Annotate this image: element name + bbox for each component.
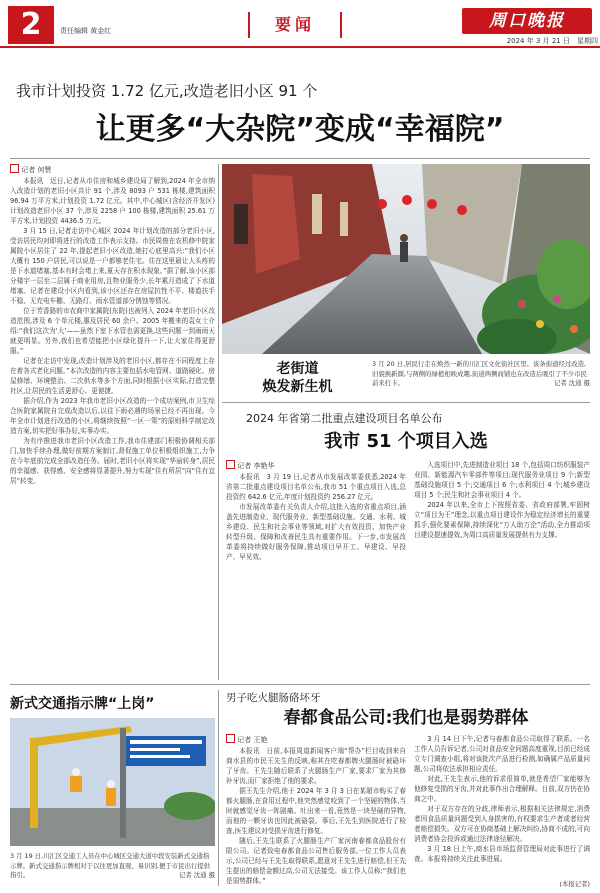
- article4-byline: [226, 734, 346, 745]
- old-street-photo: [222, 164, 590, 354]
- photo-title-block: [250, 360, 345, 396]
- article2-byline-text: 记者 李艳华: [237, 462, 275, 470]
- article1-kicker: 我市计划投资 1.72 亿元,改造老旧小区 91 个: [16, 82, 318, 100]
- article1-byline-text: 记者 何赞: [21, 166, 52, 174]
- article4-kicker: 男子吃火腿肠硌坏牙: [226, 692, 321, 704]
- section-title: 要闻: [248, 12, 342, 38]
- photo-title-line1: 老街道: [276, 361, 319, 377]
- photo-caption-text: 3 月 20 日,居民行走在焕然一新的川汇区文化街社区里。该条街道经过改造,旧貌换新颜,与两侧的绿植相映成趣,街道两侧商铺也在改造后吸引了不少市民前来打卡。: [372, 360, 587, 387]
- article1-top-rule: [10, 158, 590, 159]
- article4-paragraph: 对于双方存在的分歧,律师表示,根据相关法律规定,消费者因食品质量问题受到人身损害的,有权要求生产者或者经营者赔偿损失。双方可在协商基础上解决纠纷,协商不成的,可向消费者协会投诉或通过法律途径解决。: [414, 805, 590, 843]
- article2-top-rule: [222, 402, 590, 403]
- article1-paragraph: 3 月 15 日,记者走访中心城区 2024 年计划改造的部分老旧小区,受访居民均对即将进行的改造工作表示支持。市民周俊在农机修中院家属院小区居住了 22 年,提起老旧小区改造,她打心底里高兴:“我们小区大概有 150 户居民,可以说是一户都够老住宅。住在这里最让人头疼的是下水道堵塞,基本有时会堵上来,夏天存在积水现象。”据了解,该小区部分楼宇一层至二层属于商业用房,且物业服务少,长年累月造成了下水道堵塞。记者在建设小区内看到,该小区还存在房屋抗性不平、楼道扶手不稳、无充电车棚、无路灯、雨水管道部分锈蚀等情况。: [10, 227, 215, 305]
- page-number: 2: [8, 6, 54, 44]
- article1-byline: [10, 164, 130, 175]
- article4-paragraph: 3 月 18 日上午,商水县市场监督管理局对此事进行了调查。本报将持续关注此事进展。: [414, 845, 590, 863]
- photo-credit: 记者 沈通 摄: [553, 379, 590, 387]
- byline-box-icon: [226, 734, 235, 743]
- article1-paragraph: 位于芳香路的市农商中家属院(东院)也被列入 2024 年老旧小区改造范围,涉及 6 个单元楼,惠及居民 60 余户。2005 年搬来的袁女士介绍:“我们这次为‘大’——虽然下室下水管也需更换,这些问题一到雨雨天就更明显。另外,我们也希望能把小区绿化提升一下,让大家住得更舒服。”: [10, 307, 215, 355]
- article2-paragraph: 2024 年以来,全市上下按照省委、省政府部署,牢固树立“项目为王”理念,以重点项目建设作为稳定经济增长的重要抓手,强化要素保障,持续深化“万人助万企”活动,全力推动项目建设提速提效,为周口高质量发展提供有力支撑。: [414, 501, 590, 539]
- byline-box-icon: [10, 164, 19, 173]
- article3-caption-text: 3 月 19 日,川汇区交通工人员在中心城区交通大道中段安装新式交通指示牌。新式交通指示牌相对于以往更加直观、易识别,便于市民出行提供指引。: [10, 852, 211, 879]
- article3-headline: 新式交通指示牌“上岗”: [10, 696, 155, 712]
- traffic-sign-photo: [10, 718, 215, 846]
- article1-paragraph: 据介绍,作为 2023 年我市老旧小区改造的一个成功案例,市卫生综合医院家属院自完成改造以后,以往下雨必遇的场景已经不再出现。今年全市计划进行改造的小区,将继续按照“一区一策”的原则科学制定改造方案,切实把好事办好,实事办实。: [10, 397, 215, 435]
- article4-byline-text: 记者 王艳: [237, 736, 268, 744]
- article2-body-col1: [226, 472, 406, 676]
- article4-headline: 春都食品公司:我们也是弱势群体: [283, 708, 529, 728]
- column-divider: [218, 164, 219, 680]
- article4-paragraph: 3 月 14 日下午,记者与春都食品公司取得了联系。一名工作人员告诉记者,公司对食品安全问题高度重视,目前已经成立专门调查小组,将对该批次产品进行检测,如确属产品质量问题,公司将依法承担相应责任。: [414, 735, 590, 773]
- article4-body-col1: [226, 746, 406, 886]
- article2-body-col2: [414, 460, 590, 676]
- article2-paragraph: 市发展改革委有关负责人介绍,这批入选的省重点项目,涵盖先进制造业、现代服务业、新型基础设施、交通、水利、城乡建设、民生和社会事业等领域,对扩大有效投资、加快产业转型升级、保障和改善民生具有重要作用。下一步,市发展改革委将持续做好服务保障,推动项目早开工、早建设、早投产、早见效。: [226, 503, 406, 561]
- article2-kicker: 2024 年省第二批重点建设项目名单公布: [246, 412, 443, 425]
- photo-title-line2: 焕发新生机: [262, 379, 333, 395]
- article1-body: [10, 176, 215, 680]
- article4-paragraph: 据王先生介绍,他于 2024 年 3 月 3 日在某超市购买了春都火腿肠,在食用过程中,他突然感觉咬到了一个坚硬的物体,当时就感觉牙齿一阵剧痛。吐出来一看,竟然是一块坚硬的异物,而他的一颗牙齿也因此被硌裂。事后,王先生到医院进行了检查,医生建议对受损牙齿进行修复。: [226, 787, 406, 835]
- article3-credit: 记者 沈通 摄: [178, 871, 215, 879]
- article4-footer-credit: (本报记者): [559, 880, 590, 888]
- article4-paragraph: 对此,王先生表示,他的诉求很简单,就是希望厂家能够为他修复受损的牙齿,并对此事作出合理解释。目前,双方仍在协商之中。: [414, 775, 590, 803]
- article1-paragraph: 为有序推进我市老旧小区改造工作,我市住建部门积极协调相关部门,加快手续办理,做好前期方案制订,督促施工单位积极组织施工,力争在今年底前完成全部改造任务。届时,老旧小区将实现“华丽转身”,居民的幸福感、获得感、安全感将显著提升,努力实现“住有所居”向“住有宜居”转变。: [10, 437, 215, 485]
- article3-caption: [10, 852, 215, 888]
- article2-paragraph: 入选项目中,先进制造业项目 18 个,包括周口纺织服装产业园、新能源汽车零部件等项目;现代服务业项目 9 个;新型基础设施项目 5 个;交通项目 6 个;水利项目 4 个;城乡建设项目 5 个;民生和社会事业项目 4 个。: [414, 461, 590, 499]
- byline-box-icon: [226, 460, 235, 469]
- article2-headline: 我市 51 个项目入选: [324, 431, 488, 452]
- old-street-illustration: [222, 164, 590, 354]
- article2-paragraph: 本报讯 3 月 19 日,记者从市发展改革委获悉,2024 年省第二批重点建设项目名单公布,我市 51 个重点项目入选,总投资约 642.6 亿元,年度计划投资约 256.27 亿元。: [226, 473, 406, 501]
- photo-caption: [372, 360, 590, 398]
- traffic-sign-illustration: [10, 718, 215, 846]
- issue-date: 2024 年 3 月 21 日 星期四: [506, 37, 598, 45]
- editor-credit: 责任编辑 黄金红: [60, 27, 112, 35]
- article4-body-col2: [414, 734, 590, 880]
- header-divider: [0, 46, 600, 48]
- article2-byline: [226, 460, 346, 471]
- article1-paragraph: 本报讯 近日,记者从市住房和城乡建设局了解到,2024 年全市纳入改造计划的老旧小区共计 91 个,涉及 8093 户 531 栋楼,建筑面积 96.94 万平方米,计划投资 1.72 亿元。其中,中心城区(含经济开发区)计划改造老旧小区 37 个,涉及 2258 户 100 栋楼,建筑面积 25.61 万平方米,计划投资 4436.5 万元。: [10, 177, 215, 225]
- newspaper-logo: 周口晚报: [462, 8, 592, 34]
- lower-section-rule: [10, 684, 590, 685]
- article4-paragraph: 随后,王先生联系了火腿肠生产厂家河南春都食品股份有限公司。记者致电春都食品公司售后服务部,一位工作人员表示,公司已经与王先生取得联系,愿意对王先生进行赔偿,但王先生提出的赔偿金额过高,公司无法接受。该工作人员称:“我们也是弱势群体。”: [226, 837, 406, 885]
- column-divider: [218, 690, 219, 886]
- article1-paragraph: 记者在走访中发现,改造计划涉及的老旧小区,都存在不同程度上存在着各式老化问题。”本次改造的内容主要包括水电管网、道路硬化、房屋修缮、环境整治、二次供水等多个方面,同时根据小区实际,打造完整社区,让居民的生活更舒心、更便捷。: [10, 357, 215, 395]
- article4-paragraph: 本报讯 日前,本报周道新闻客户端“帮办”栏目收到来自商水县的市民王先生的反映,称其在吃春都牌火腿肠时被硌坏了牙齿。王先生随后联系了火腿肠生产厂家,要求厂家为其修补牙齿,而厂家拒绝了他的要求。: [226, 747, 406, 785]
- article1-headline: 让更多“大杂院”变成“幸福院”: [95, 112, 505, 147]
